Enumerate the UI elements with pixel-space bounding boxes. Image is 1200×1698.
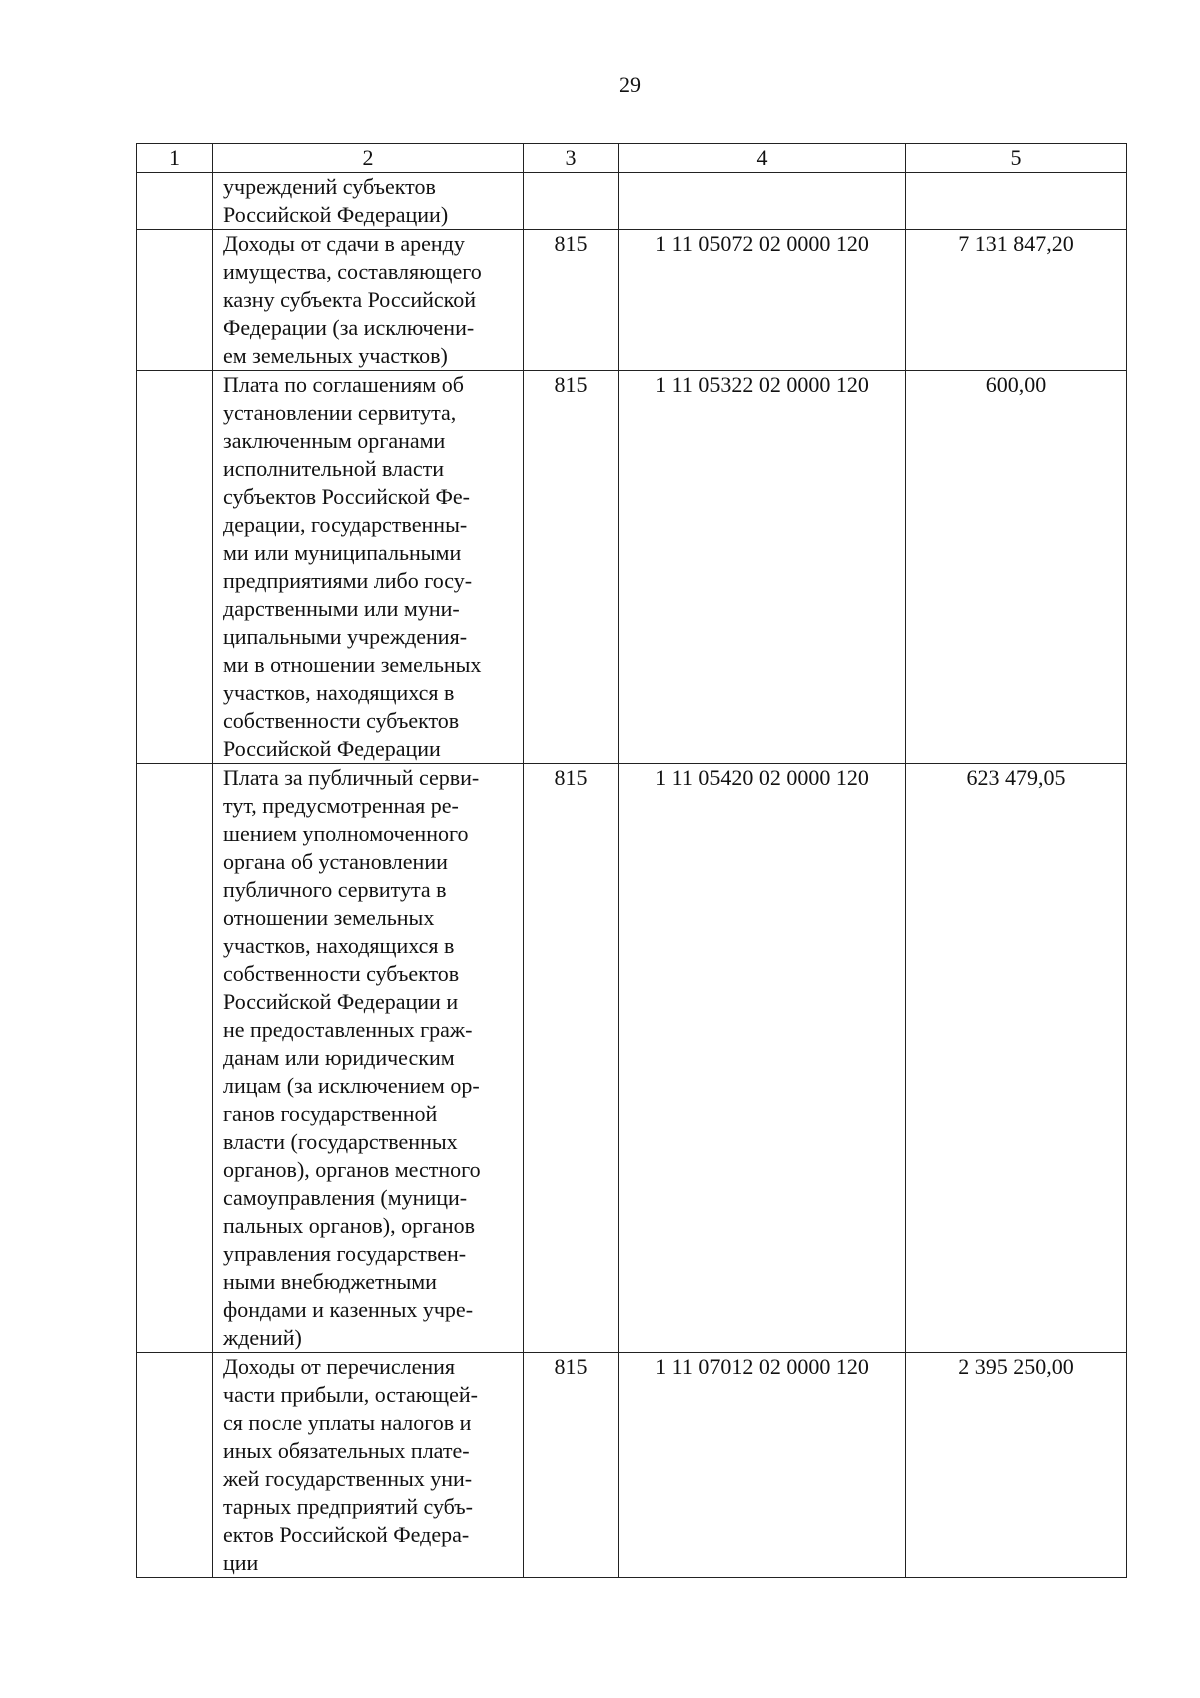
header-col-2: 2 bbox=[213, 144, 524, 173]
table-row bbox=[137, 230, 1127, 371]
page-number: 29 bbox=[619, 72, 641, 97]
description-cell: Плата по соглашениям об установлении сервитута, заключенным органами исполнительной власти субъектов Российской Фе- дерации, государственны- ми или муниципальными предприятиями либо госу- дарственными или муни- ципальными учреждения- ми в отношении земельных участков, находящихся в собственности субъектов Российской Федерации bbox=[213, 371, 524, 764]
header-col-3: 3 bbox=[524, 144, 619, 173]
row-number-cell bbox=[137, 764, 213, 1353]
header-col-1: 1 bbox=[137, 144, 213, 173]
description-cell: Плата за публичный серви- тут, предусмотренная ре- шением уполномоченного органа об установлении публичного сервитута в отношении земельных участков, находящихся в собственности субъектов Российской Федерации и не предоставленных граж- данам или юридическим лицам (за исключением ор- ганов государственной власти (государственных органов), органов местного самоуправления (муници- пальных органов), органов управления государствен- ными внебюджетными фондами и казенных учре- ждений) bbox=[213, 764, 524, 1353]
row-number-cell bbox=[137, 173, 213, 230]
admin-code-cell bbox=[524, 173, 619, 230]
revenue-table bbox=[136, 143, 1127, 1578]
budget-code-cell: 1 11 05420 02 0000 120 bbox=[619, 764, 906, 1353]
header-col-4: 4 bbox=[619, 144, 906, 173]
row-number-cell bbox=[137, 371, 213, 764]
budget-code-cell: 1 11 07012 02 0000 120 bbox=[619, 1353, 906, 1578]
table-header-row bbox=[137, 144, 1127, 173]
admin-code-cell: 815 bbox=[524, 1353, 619, 1578]
budget-code-cell bbox=[619, 173, 906, 230]
budget-code-cell: 1 11 05322 02 0000 120 bbox=[619, 371, 906, 764]
description-cell: Доходы от сдачи в аренду имущества, составляющего казну субъекта Российской Федерации (за исключени- ем земельных участков) bbox=[213, 230, 524, 371]
table-row bbox=[137, 1353, 1127, 1578]
amount-cell: 2 395 250,00 bbox=[906, 1353, 1127, 1578]
description-cell: учреждений субъектов Российской Федерации) bbox=[213, 173, 524, 230]
table-row bbox=[137, 764, 1127, 1353]
admin-code-cell: 815 bbox=[524, 371, 619, 764]
amount-cell: 7 131 847,20 bbox=[906, 230, 1127, 371]
budget-code-cell: 1 11 05072 02 0000 120 bbox=[619, 230, 906, 371]
amount-cell bbox=[906, 173, 1127, 230]
table-row bbox=[137, 173, 1127, 230]
header-col-5: 5 bbox=[906, 144, 1127, 173]
admin-code-cell: 815 bbox=[524, 764, 619, 1353]
amount-cell: 600,00 bbox=[906, 371, 1127, 764]
table-row bbox=[137, 371, 1127, 764]
admin-code-cell: 815 bbox=[524, 230, 619, 371]
amount-cell: 623 479,05 bbox=[906, 764, 1127, 1353]
row-number-cell bbox=[137, 230, 213, 371]
description-cell: Доходы от перечисления части прибыли, остающей- ся после уплаты налогов и иных обязательных плате- жей государственных уни- тарных предприятий субъ- ектов Российской Федера- ции bbox=[213, 1353, 524, 1578]
row-number-cell bbox=[137, 1353, 213, 1578]
